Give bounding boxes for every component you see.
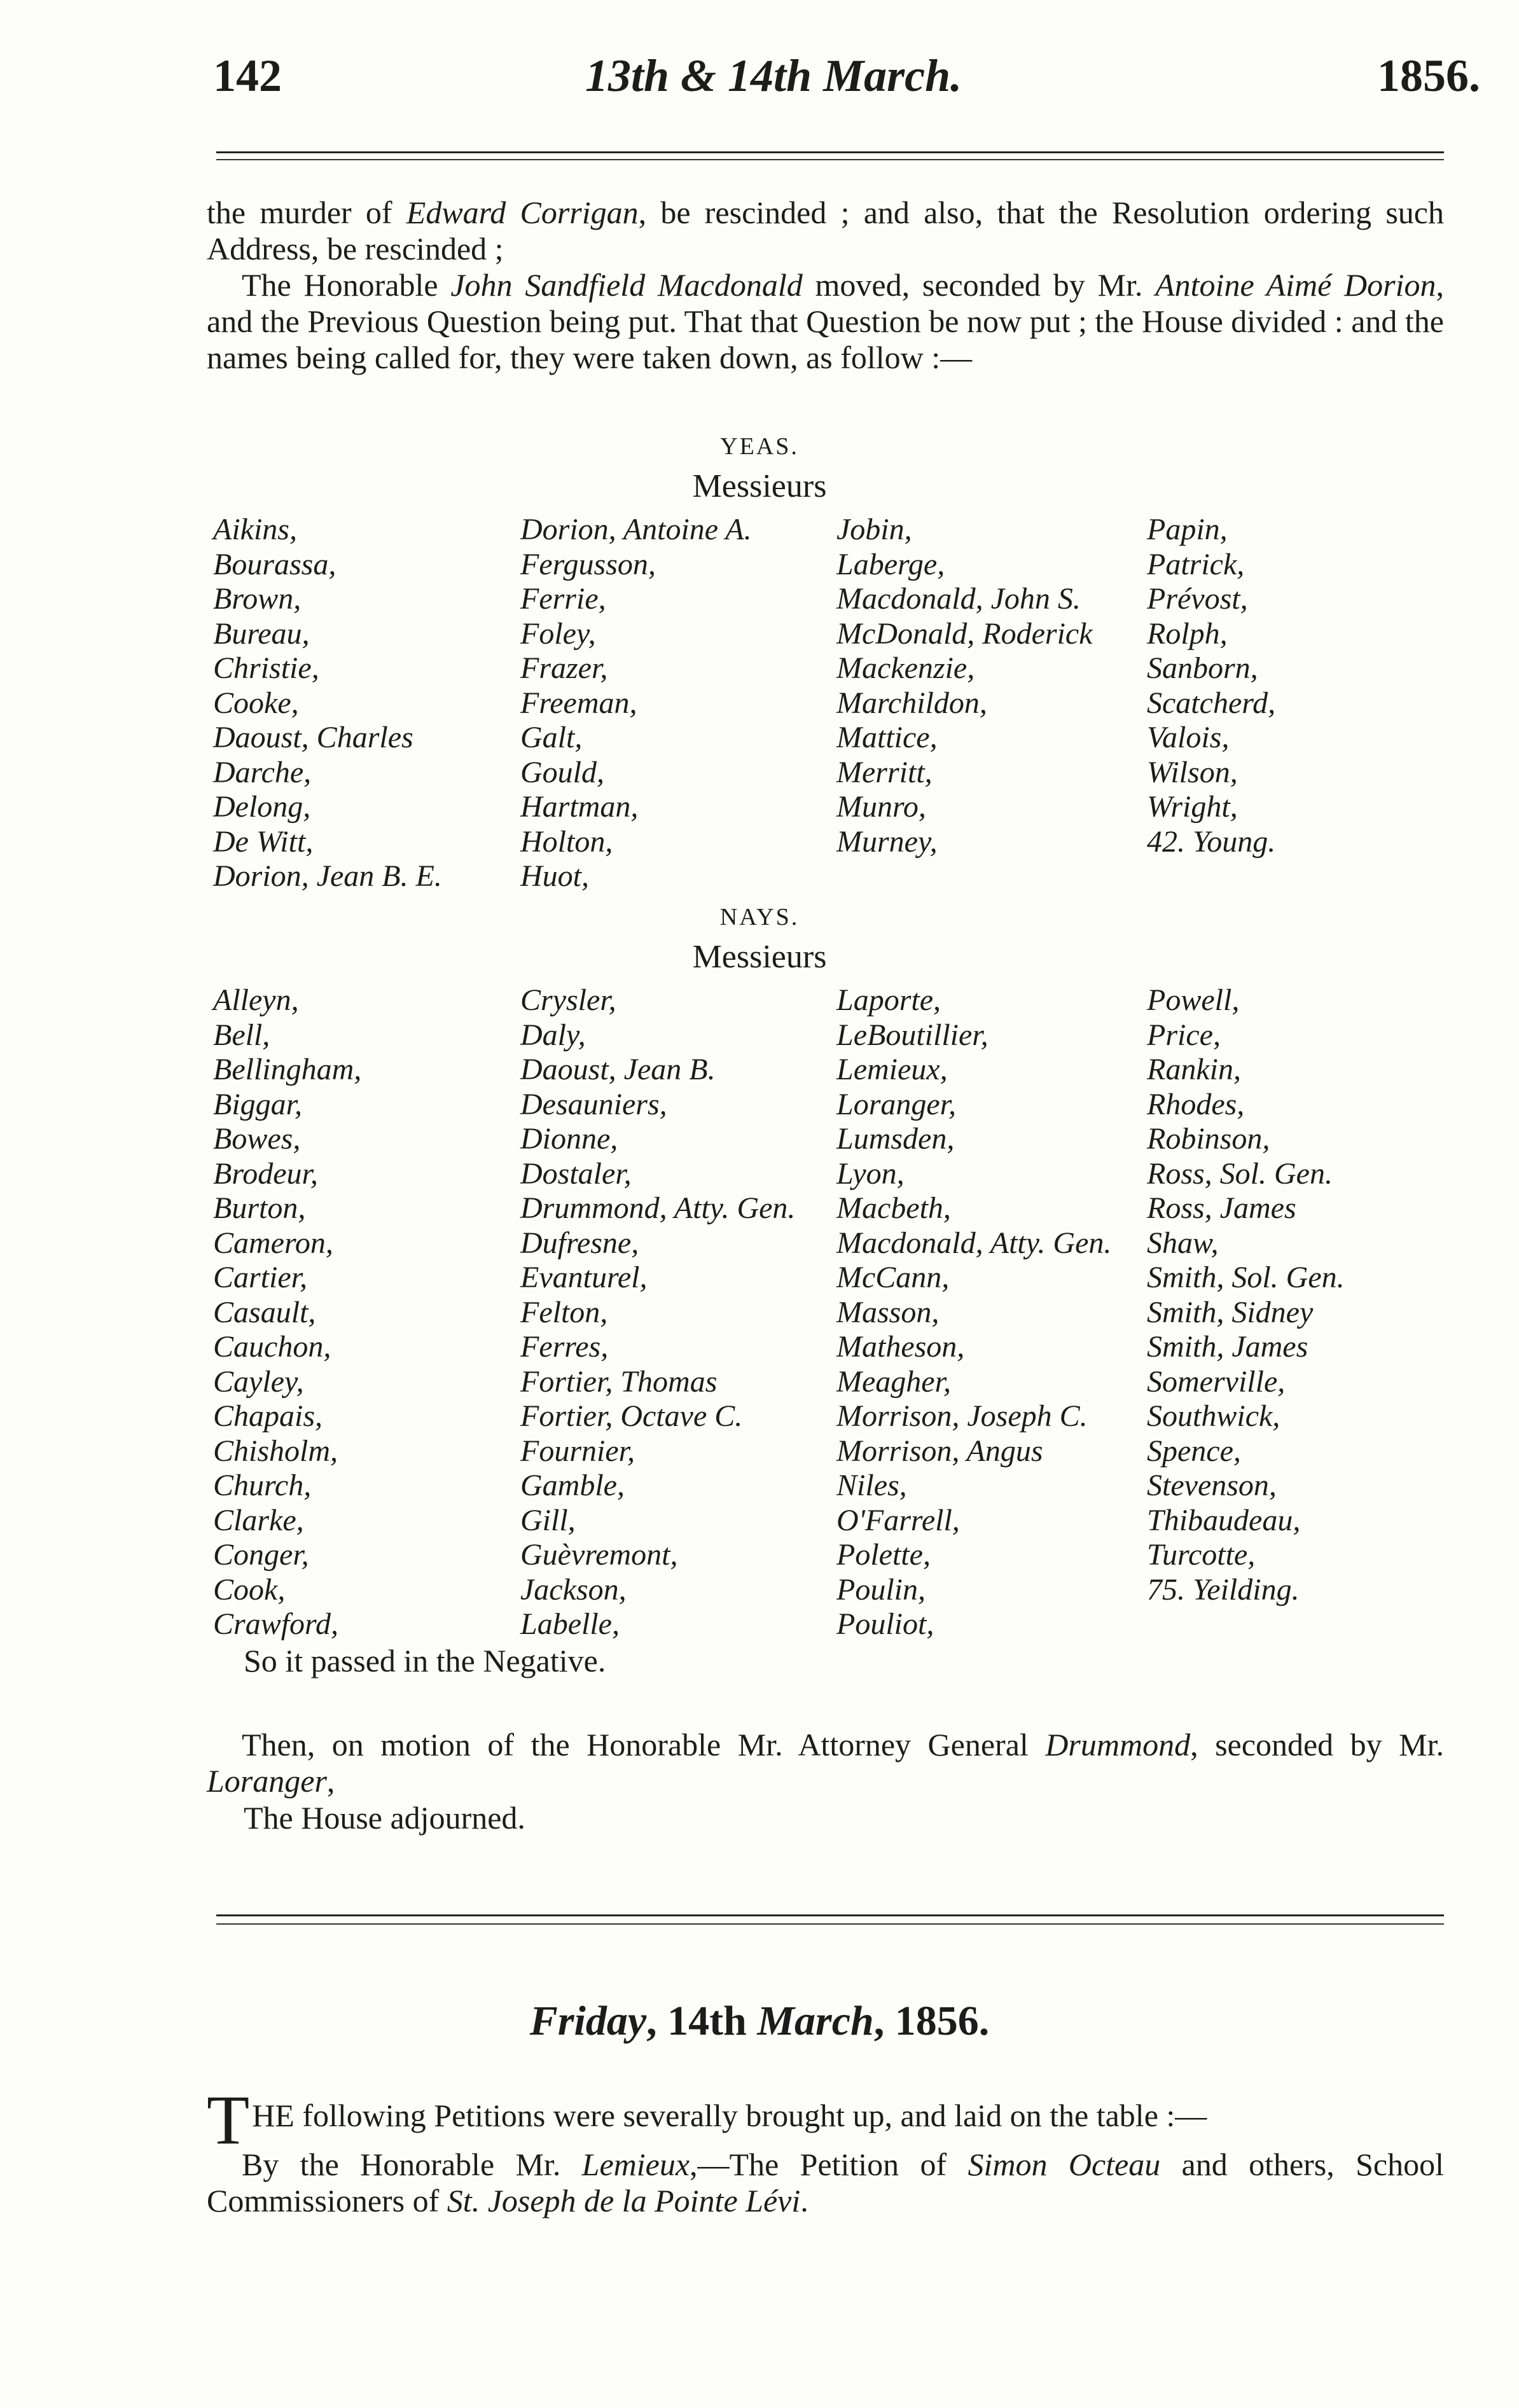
member-name: Fergusson,: [520, 547, 656, 581]
nays-row: [207, 1537, 1453, 1572]
member-name: Murney,: [836, 824, 938, 859]
nays-row: [207, 1156, 1453, 1191]
member-name: Patrick,: [1147, 547, 1245, 581]
member-name: Lemieux,: [836, 1053, 948, 1086]
section-rule: [216, 1914, 1444, 1916]
member-name: Rolph,: [1147, 616, 1228, 651]
result-line: So it passed in the Negative.: [244, 1643, 606, 1678]
member-name: Bureau,: [213, 616, 310, 651]
intro-paragraph-2: The Honorable John Sandfield Macdonald moved, seconded by Mr. Antoine Aimé Dorion, and the Previous Question being put. That that Question be now put ; the House divided : and the names being called for, they were taken down, as follow :—: [207, 267, 1445, 375]
nays-row: [207, 1572, 1453, 1607]
member-name: Dorion, Jean B. E.: [213, 859, 442, 893]
yeas-row: [207, 512, 1453, 547]
member-name: Delong,: [213, 790, 311, 824]
section-rule-thin: [216, 1923, 1444, 1925]
nays-row: [207, 1399, 1453, 1434]
member-name: Wright,: [1147, 790, 1238, 824]
member-name: Galt,: [520, 721, 583, 754]
nays-heading: NAYS.: [719, 904, 800, 931]
yeas-row: [207, 651, 1453, 686]
nays-row: [207, 1226, 1453, 1261]
member-name: Crawford,: [213, 1607, 338, 1641]
running-header: [0, 50, 1519, 113]
member-name: Jackson,: [520, 1572, 627, 1607]
nays-row: [207, 1191, 1453, 1226]
member-name: Turcotte,: [1147, 1538, 1256, 1572]
nays-row: [207, 1364, 1453, 1399]
member-name: 42. Young.: [1147, 824, 1276, 859]
member-name: Morrison, Angus: [836, 1434, 1043, 1468]
member-name: Morrison, Joseph C.: [836, 1399, 1088, 1433]
nays-row: [207, 983, 1453, 1018]
member-name: Dostaler,: [520, 1156, 632, 1191]
member-name: Somerville,: [1147, 1364, 1286, 1399]
member-name: Cook,: [213, 1572, 286, 1607]
member-name: Fournier,: [520, 1434, 635, 1468]
member-name: Wilson,: [1147, 755, 1238, 789]
nays-row: [207, 1607, 1453, 1642]
member-name: Chisholm,: [213, 1434, 338, 1468]
member-name: Papin,: [1147, 513, 1228, 546]
member-name: Bourassa,: [213, 547, 336, 581]
yeas-row: [207, 581, 1453, 616]
member-name: Smith, Sol. Gen.: [1147, 1261, 1345, 1294]
member-name: Bellingham,: [213, 1053, 362, 1086]
yeas-row: [207, 686, 1453, 721]
member-name: Casault,: [213, 1295, 316, 1329]
member-name: Laberge,: [836, 547, 945, 581]
member-name: Macdonald, John S.: [836, 582, 1081, 616]
member-name: Sanborn,: [1147, 651, 1258, 685]
member-name: Thibaudeau,: [1147, 1503, 1301, 1537]
member-name: Ross, Sol. Gen.: [1147, 1156, 1333, 1191]
page-number: 142: [213, 50, 282, 101]
member-name: Darche,: [213, 755, 312, 789]
member-name: Dionne,: [520, 1122, 618, 1156]
member-name: Smith, James: [1147, 1330, 1308, 1364]
nays-messieurs: Messieurs: [692, 939, 827, 975]
yeas-row: [207, 720, 1453, 755]
member-name: Daoust, Charles: [213, 721, 413, 754]
member-name: Frazer,: [520, 651, 608, 685]
nays-row: [207, 1434, 1453, 1469]
member-name: Masson,: [836, 1295, 940, 1329]
yeas-row: [207, 789, 1453, 824]
member-name: Hartman,: [520, 790, 639, 824]
member-name: Stevenson,: [1147, 1469, 1277, 1502]
nays-row: [207, 1087, 1453, 1122]
member-name: Foley,: [520, 616, 596, 651]
member-name: Mattice,: [836, 721, 938, 754]
header-date: 13th & 14th March.: [585, 50, 962, 101]
member-name: Guèvremont,: [520, 1538, 678, 1572]
nays-row: [207, 1260, 1453, 1295]
adjourn-line: The House adjourned.: [244, 1800, 525, 1836]
member-name: McCann,: [836, 1261, 950, 1294]
member-name: Huot,: [520, 859, 589, 893]
member-name: Crysler,: [520, 983, 616, 1017]
member-name: Ferres,: [520, 1330, 609, 1364]
member-name: Smith, Sidney: [1147, 1295, 1314, 1329]
yeas-messieurs: Messieurs: [692, 468, 827, 504]
member-name: Meagher,: [836, 1364, 951, 1399]
member-name: Brown,: [213, 582, 302, 616]
member-name: Pouliot,: [836, 1607, 934, 1641]
member-name: Daoust, Jean B.: [520, 1053, 716, 1086]
nays-row: [207, 1295, 1453, 1330]
header-rule: [216, 151, 1444, 153]
yeas-list: [207, 512, 1453, 894]
nays-row: [207, 1468, 1453, 1503]
member-name: Dufresne,: [520, 1226, 639, 1260]
member-name: Lyon,: [836, 1156, 905, 1191]
member-name: Valois,: [1147, 721, 1230, 754]
member-name: Macdonald, Atty. Gen.: [836, 1226, 1112, 1260]
member-name: Niles,: [836, 1469, 907, 1502]
member-name: Felton,: [520, 1295, 608, 1329]
header-rule-thin: [216, 159, 1444, 160]
member-name: Fortier, Octave C.: [520, 1399, 743, 1433]
nays-row: [207, 1052, 1453, 1087]
member-name: O'Farrell,: [836, 1503, 960, 1537]
member-name: Dorion, Antoine A.: [520, 513, 752, 546]
member-name: Gould,: [520, 755, 604, 789]
member-name: Powell,: [1147, 983, 1240, 1017]
member-name: Alleyn,: [213, 983, 299, 1017]
member-name: Rankin,: [1147, 1053, 1241, 1086]
adjourn-motion: Then, on motion of the Honorable Mr. Attorney General Drummond, seconded by Mr. Loranger,: [207, 1727, 1444, 1799]
yeas-row: [207, 616, 1453, 651]
member-name: Laporte,: [836, 983, 941, 1017]
member-name: Spence,: [1147, 1434, 1241, 1468]
nays-list: [207, 983, 1453, 1642]
member-name: Biggar,: [213, 1087, 303, 1121]
yeas-row: [207, 859, 1453, 894]
nays-row: [207, 1121, 1453, 1156]
member-name: Cameron,: [213, 1226, 333, 1260]
member-name: Brodeur,: [213, 1156, 318, 1191]
member-name: Jobin,: [836, 513, 912, 546]
member-name: Burton,: [213, 1191, 306, 1225]
yeas-heading: YEAS.: [720, 433, 799, 460]
member-name: Poulin,: [836, 1572, 926, 1607]
member-name: Clarke,: [213, 1503, 304, 1537]
member-name: De Witt,: [213, 824, 314, 859]
intro-paragraph-1: the murder of Edward Corrigan, be rescinded ; and also, that the Resolution ordering such Address, be rescinded ;: [207, 195, 1444, 266]
header-year: 1856.: [1377, 50, 1480, 101]
member-name: Cooke,: [213, 686, 299, 720]
member-name: Shaw,: [1147, 1226, 1219, 1260]
member-name: Desauniers,: [520, 1087, 667, 1121]
member-name: Drummond, Atty. Gen.: [520, 1191, 796, 1225]
member-name: Cartier,: [213, 1261, 308, 1294]
member-name: Cayley,: [213, 1364, 304, 1399]
member-name: Matheson,: [836, 1330, 965, 1364]
member-name: Bowes,: [213, 1122, 301, 1156]
nays-row: [207, 1018, 1453, 1053]
member-name: Bell,: [213, 1018, 270, 1052]
member-name: Freeman,: [520, 686, 637, 720]
member-name: Ferrie,: [520, 582, 606, 616]
member-name: Polette,: [836, 1538, 931, 1572]
member-name: LeBoutillier,: [836, 1018, 988, 1052]
member-name: Daly,: [520, 1018, 586, 1052]
member-name: Lumsden,: [836, 1122, 955, 1156]
member-name: Ross, James: [1147, 1191, 1296, 1225]
yeas-row: [207, 824, 1453, 859]
member-name: Fortier, Thomas: [520, 1364, 718, 1399]
drop-cap: T: [207, 2081, 250, 2159]
member-name: Chapais,: [213, 1399, 323, 1433]
member-name: Southwick,: [1147, 1399, 1280, 1433]
member-name: Gill,: [520, 1503, 576, 1537]
member-name: Gamble,: [520, 1469, 625, 1502]
member-name: Rhodes,: [1147, 1087, 1245, 1121]
nays-row: [207, 1503, 1453, 1538]
member-name: Marchildon,: [836, 686, 987, 720]
member-name: Prévost,: [1147, 582, 1248, 616]
member-name: Labelle,: [520, 1607, 620, 1641]
member-name: Price,: [1147, 1018, 1221, 1052]
member-name: Robinson,: [1147, 1122, 1270, 1156]
member-name: 75. Yeilding.: [1147, 1572, 1300, 1607]
yeas-row: [207, 755, 1453, 790]
member-name: Cauchon,: [213, 1330, 331, 1364]
member-name: Church,: [213, 1469, 312, 1502]
member-name: Mackenzie,: [836, 651, 975, 685]
member-name: McDonald, Roderick: [836, 616, 1093, 651]
member-name: Scatcherd,: [1147, 686, 1276, 720]
member-name: Evanturel,: [520, 1261, 648, 1294]
member-name: Munro,: [836, 790, 926, 824]
member-name: Christie,: [213, 651, 319, 685]
member-name: Aikins,: [213, 513, 297, 546]
nays-row: [207, 1329, 1453, 1364]
day-heading: Friday, 14th March, 1856.: [529, 1998, 990, 2044]
member-name: Loranger,: [836, 1087, 957, 1121]
yeas-row: [207, 547, 1453, 582]
member-name: Macbeth,: [836, 1191, 951, 1225]
member-name: Holton,: [520, 824, 613, 859]
member-name: Conger,: [213, 1538, 309, 1572]
member-name: Merritt,: [836, 755, 933, 789]
petitions-intro: THE following Petitions were severally brought up, and laid on the table :—: [207, 2081, 1207, 2159]
petition-lemieux: By the Honorable Mr. Lemieux,—The Petition of Simon Octeau and others, School Commissioners of St. Joseph de la Pointe Lévi.: [207, 2147, 1444, 2218]
